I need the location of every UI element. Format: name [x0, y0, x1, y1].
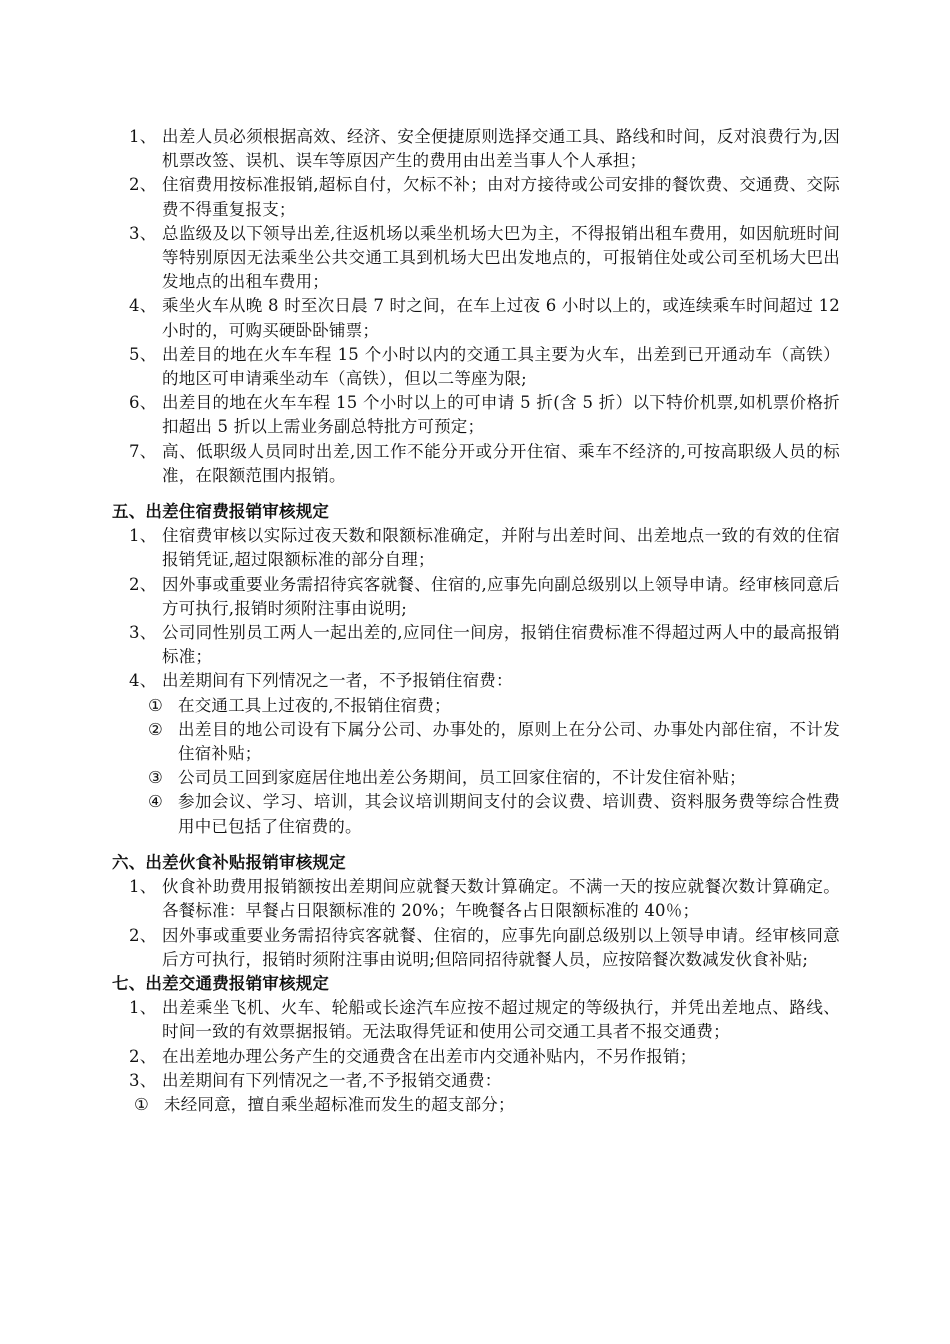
sub-item-number: ②	[148, 719, 163, 739]
sub-item	[148, 790, 840, 838]
item-text: 出差期间有下列情况之一者,不予报销交通费：	[162, 1070, 502, 1090]
item-number: 4、	[129, 296, 157, 316]
item-number: 2、	[129, 925, 157, 945]
item-number: 1、	[129, 127, 157, 146]
item-text: 总监级及以下领导出差,往返机场以乘坐机场大巴为主，不得报销出租车费用，如因航班时间等特别原因无法乘坐公共交通工具到机场大巴出发地点的，可报销住处或公司至机场大巴出发地点的出租车费用；	[162, 223, 840, 292]
section-heading-meals: 六、出差伙食补贴报销审核规定	[112, 852, 346, 872]
sub-item-number: ①	[148, 695, 163, 715]
item-text: 高、低职级人员同时出差,因工作不能分开或分开住宿、乘车不经济的,可按高职级人员的标准，在限额范围内报销。	[162, 441, 840, 485]
list-item	[129, 996, 840, 1044]
item-number: 3、	[129, 223, 157, 243]
item-text: 在出差地办理公务产生的交通费含在出差市内交通补贴内，不另作报销；	[162, 1046, 697, 1066]
item-number: 1、	[129, 877, 157, 897]
sub-item-text: 在交通工具上过夜的,不报销住宿费；	[178, 695, 451, 715]
item-number: 1、	[129, 526, 157, 546]
list-item	[129, 924, 840, 972]
list-item	[129, 343, 840, 391]
section-heading-transport: 七、出差交通费报销审核规定	[112, 973, 330, 993]
item-text: 伙食补助费用报销额按出差期间应就餐天数计算确定。不满一天的按应就餐次数计算确定。各餐标准：早餐占日限额标准的 20%；午晚餐各占日限额标准的 40％；	[162, 877, 840, 921]
list-item	[129, 440, 840, 488]
sub-item-number: ④	[148, 792, 163, 812]
sub-item-text: 未经同意，擅自乘坐超标准而发生的超支部分；	[164, 1094, 515, 1114]
list-item	[129, 669, 840, 693]
list-item	[129, 573, 840, 621]
item-text: 公司同性别员工两人一起出差的,应同住一间房，报销住宿费标准不得超过两人中的最高报销标准；	[162, 623, 840, 667]
item-text: 出差乘坐飞机、火车、轮船或长途汽车应按不超过规定的等级执行，并凭出差地点、路线、时间一致的有效票据报销。无法取得凭证和使用公司交通工具者不报交通费；	[162, 998, 840, 1042]
item-number: 2、	[129, 175, 157, 195]
item-number: 3、	[129, 1070, 157, 1090]
list-item	[129, 125, 840, 173]
list-item	[129, 524, 840, 572]
sub-item	[134, 1093, 840, 1117]
item-text: 住宿费用按标准报销,超标自付，欠标不补；由对方接待或公司安排的餐饮费、交通费、交际费不得重复报支；	[162, 175, 840, 219]
list-item	[129, 621, 840, 669]
section-heading-lodging: 五、出差住宿费报销审核规定	[112, 502, 330, 522]
item-number: 4、	[129, 671, 157, 691]
item-number: 1、	[129, 998, 157, 1018]
sub-item	[148, 718, 840, 766]
item-text: 住宿费审核以实际过夜天数和限额标准确定，并附与出差时间、出差地点一致的有效的住宿报销凭证,超过限额标准的部分自理；	[162, 526, 840, 570]
item-text: 因外事或重要业务需招待宾客就餐、住宿的，应事先向副总级别以上领导申请。经审核同意后方可执行，报销时须附注事由说明;但陪同招待就餐人员，应按陪餐次数减发伙食补贴;	[162, 925, 840, 969]
document-body	[112, 125, 840, 1117]
sub-item	[148, 694, 840, 718]
sub-item-text: 参加会议、学习、培训，其会议培训期间支付的会议费、培训费、资料服务费等综合性费用中已包括了住宿费的。	[178, 792, 840, 836]
item-number: 6、	[129, 393, 157, 413]
sub-item	[148, 766, 840, 790]
item-text: 出差目的地在火车车程 15 个小时以内的交通工具主要为火车，出差到已开通动车（高铁）的地区可申请乘坐动车（高铁），但以二等座为限;	[162, 344, 840, 389]
list-item	[129, 173, 840, 221]
item-text: 因外事或重要业务需招待宾客就餐、住宿的,应事先向副总级别以上领导申请。经审核同意后方可执行,报销时须附注事由说明;	[162, 574, 840, 618]
item-text: 出差目的地在火车车程 15 个小时以上的可申请 5 折(含 5 折）以下特价机票,如机票价格折扣超出 5 折以上需业务副总特批方可预定；	[162, 393, 840, 437]
list-item	[129, 1045, 840, 1069]
sub-item-text: 公司员工回到家庭居住地出差公务期间，员工回家住宿的，不计发住宿补贴；	[178, 768, 746, 788]
item-number: 2、	[129, 574, 157, 594]
list-item	[129, 222, 840, 295]
sub-item-text: 出差目的地公司设有下属分公司、办事处的，原则上在分公司、办事处内部住宿，不计发住宿补贴；	[178, 719, 840, 764]
list-item	[129, 875, 840, 923]
item-text: 出差期间有下列情况之一者，不予报销住宿费：	[162, 671, 513, 691]
sub-item-number: ③	[148, 768, 163, 788]
item-text: 出差人员必须根据高效、经济、安全便捷原则选择交通工具、路线和时间，反对浪费行为,因机票改签、误机、误车等原因产生的费用由出差当事人个人承担；	[162, 127, 840, 171]
list-item	[129, 294, 840, 342]
item-number: 2、	[129, 1046, 157, 1066]
list-item	[129, 1069, 840, 1093]
item-number: 3、	[129, 623, 157, 643]
item-number: 7、	[129, 441, 157, 461]
item-text: 乘坐火车从晚 8 时至次日晨 7 时之间，在车上过夜 6 小时以上的，或连续乘车时间超过 12 小时的，可购买硬卧卧铺票；	[162, 296, 840, 340]
list-item	[129, 391, 840, 439]
sub-item-number: ①	[134, 1094, 149, 1114]
item-number: 5、	[129, 344, 157, 364]
